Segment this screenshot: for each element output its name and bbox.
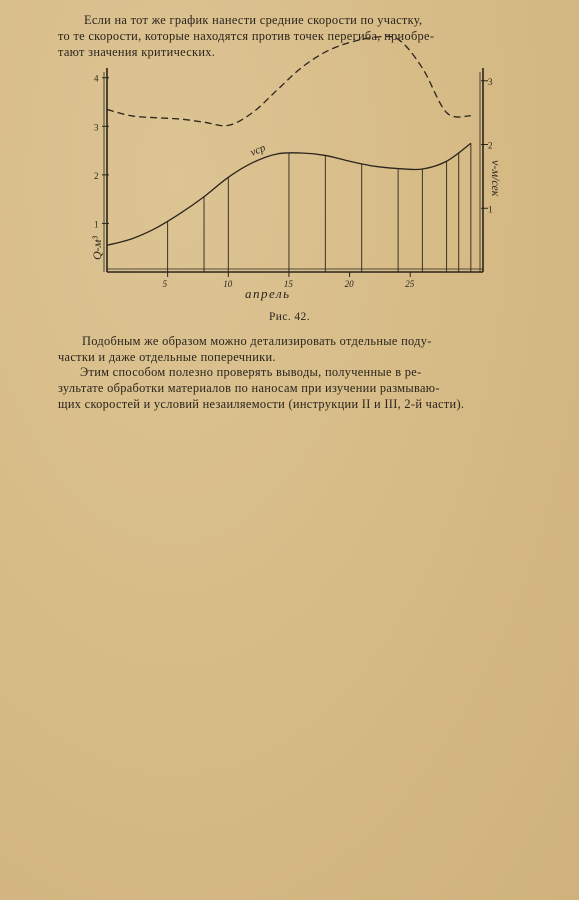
y-tick-label-right: 1 [488,204,493,215]
paragraph-top [58,12,530,60]
y-tick-label-right: 2 [488,140,493,151]
chart-verticals [168,143,471,272]
figure-chart [90,60,503,305]
y-tick-label-left: 4 [94,73,99,84]
text-line: то те скорости, которые находятся против точек перегиба, приобре- [58,29,435,43]
x-tick-label: 20 [344,279,354,289]
text-line: Если на тот же график нанести средние скорости по участку, [84,13,423,27]
text-line: Этим способом полезно проверять выводы, полученные в ре- [80,365,422,379]
paragraph-mid [58,333,530,365]
text-line: тают значения критических. [58,45,216,59]
x-tick-label: 5 [162,279,168,289]
y-axis-label-right: v-м/сек [489,160,503,197]
y-tick-label-left: 2 [94,170,99,181]
x-tick-label: 25 [405,279,415,289]
y-tick-label-left: 3 [94,122,99,133]
x-tick-label: 10 [223,279,233,289]
chart-axes [102,68,488,277]
text-line: частки и даже отдельные поперечники. [58,350,276,364]
x-tick-label: 15 [283,279,293,289]
chart-labels [90,74,503,301]
y-tick-label-right: 3 [488,76,493,87]
x-axis-label: апрель [245,286,291,301]
text-line: щих скоростей и условий незаиляемости (инструкции II и III, 2-й части). [58,397,465,411]
paragraph-bottom [58,364,530,412]
text-line: зультате обработки материалов по наносам при изучении размываю- [58,381,440,395]
series-label-vcp: vср [248,141,268,159]
text-line: Подобным же образом можно детализировать отдельные поду- [82,334,432,348]
y-axis-label-left: Q-м³ [90,236,104,260]
figure-caption: Рис. 42. [269,311,310,323]
y-tick-label-left: 1 [94,219,99,230]
